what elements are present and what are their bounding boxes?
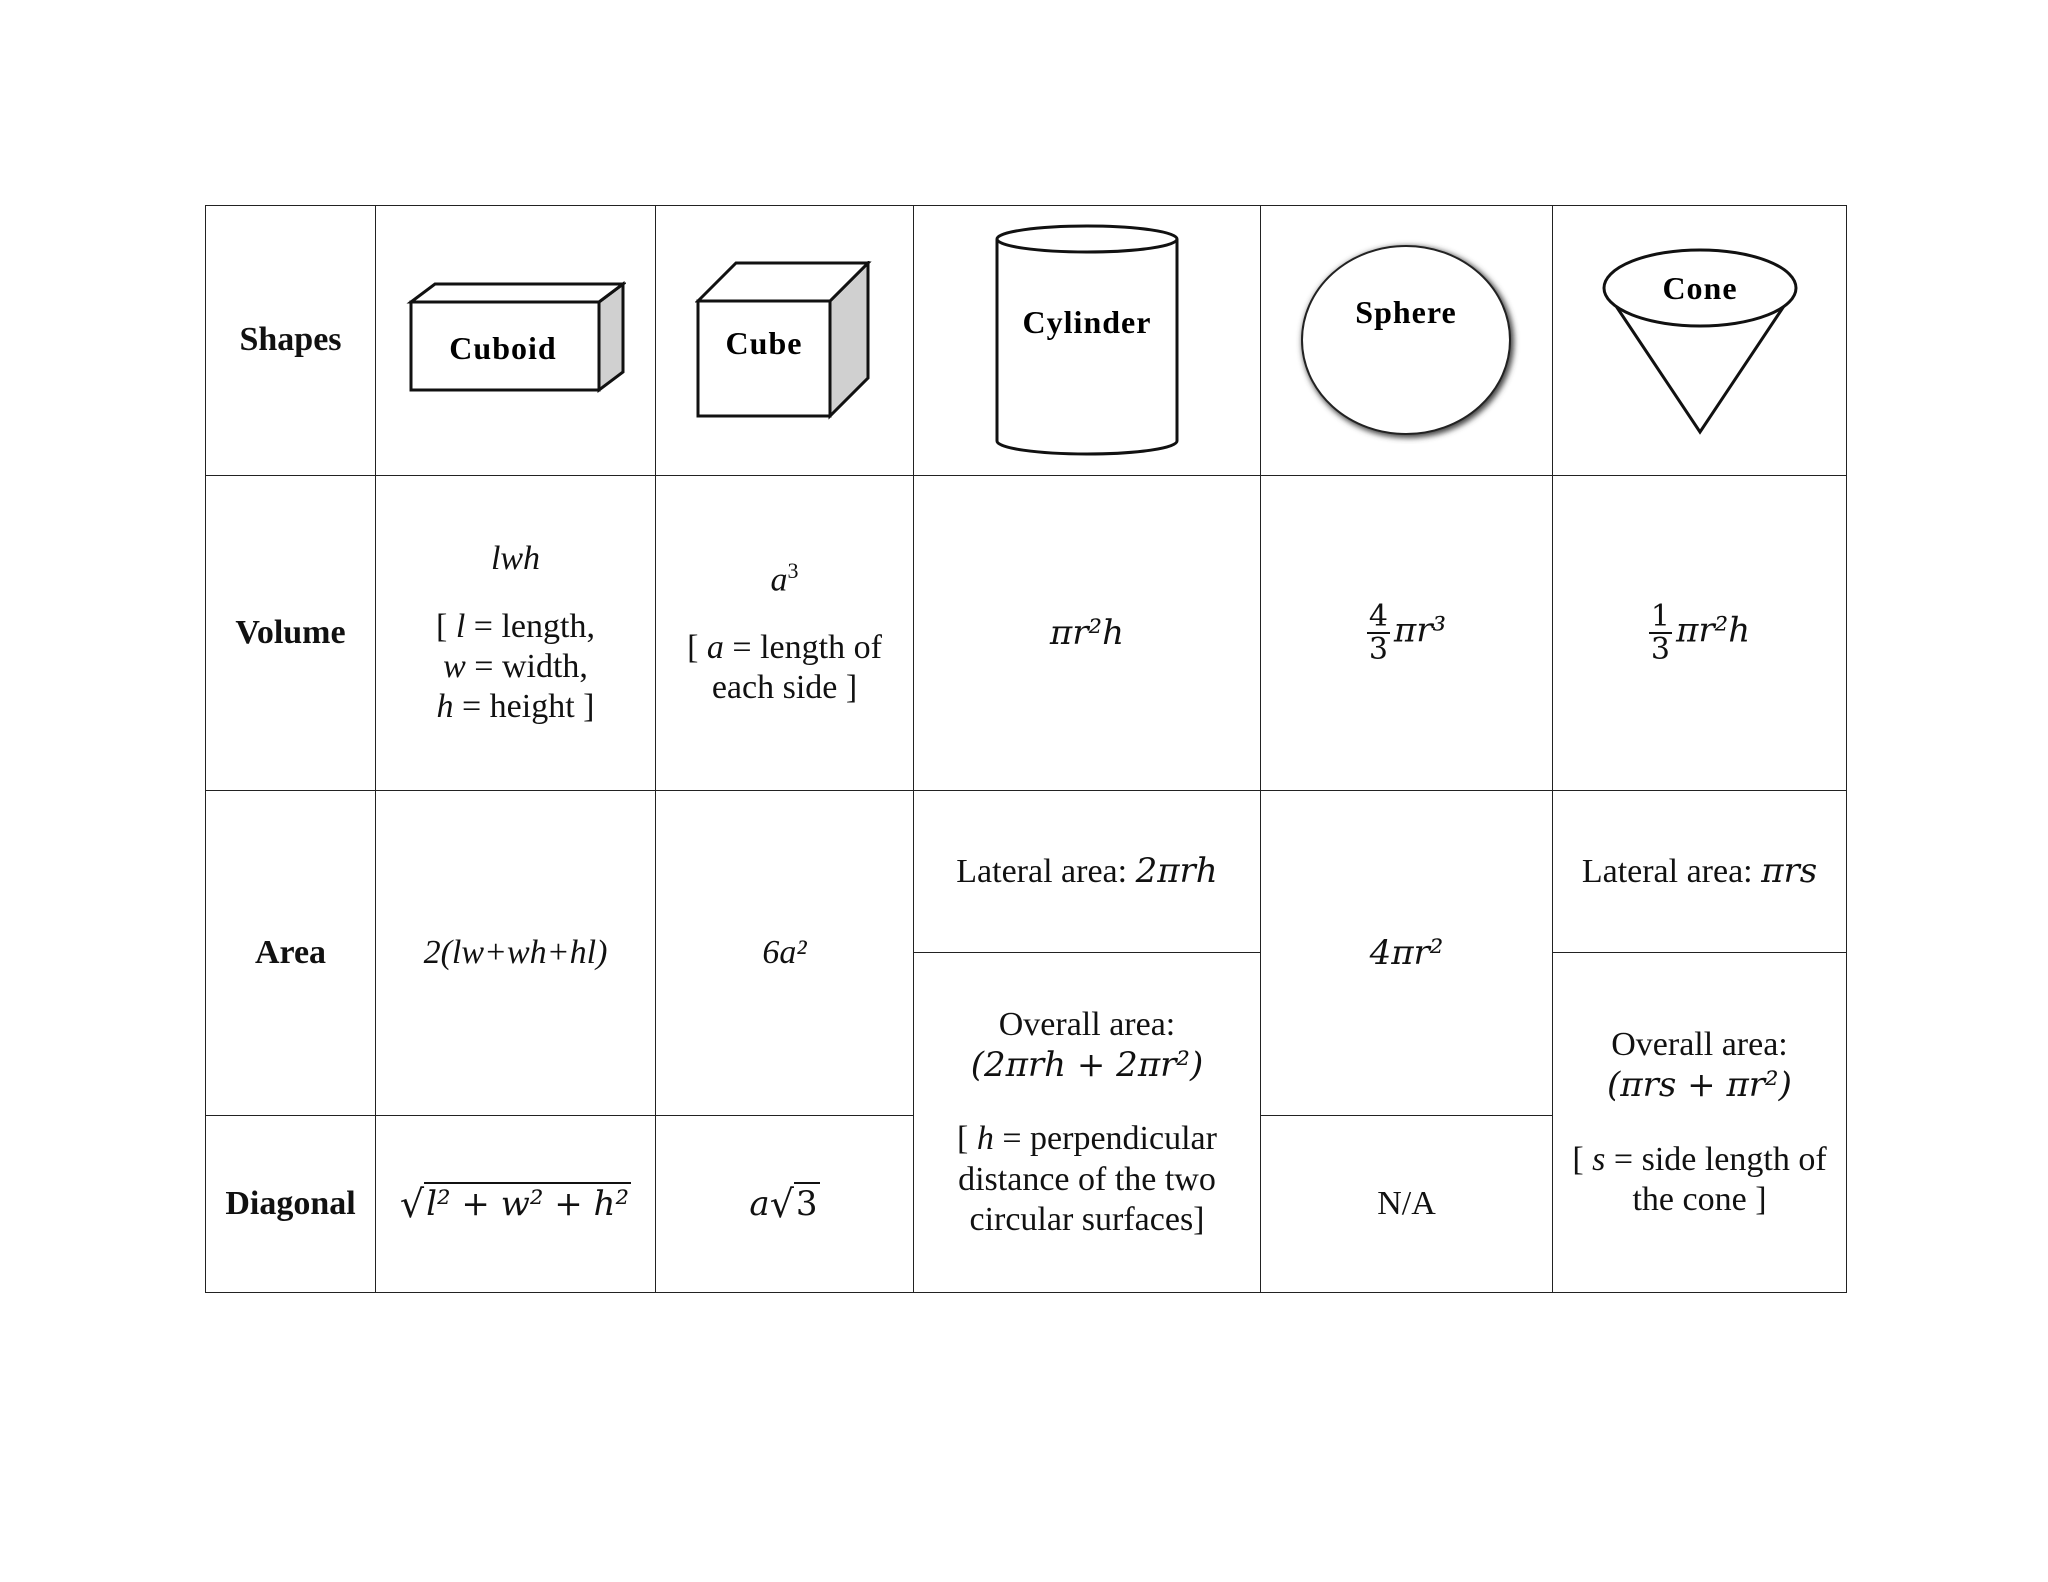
area-cylinder-overall [914,953,1261,1293]
volume-cuboid-note-l: [ l = length, [436,607,595,645]
cone-overall-label: Overall area: [1611,1026,1788,1064]
volume-sphere [1261,476,1553,791]
cuboid-icon [406,276,626,406]
sphere-icon [1292,238,1522,444]
area-cube: 6a² [656,791,914,1116]
volume-sphere-formula: πr³ [1393,609,1447,650]
cone-cell [1553,206,1847,476]
row-head-shapes: Shapes [206,206,376,476]
area-cylinder-lateral: Lateral area: 2πrh [914,791,1261,953]
diagonal-cuboid-sqrt: √l² + w² + h² [399,1181,630,1226]
row-head-area: Area [206,791,376,1116]
cone-label: Cone [1661,269,1738,306]
area-sphere: 4πr² [1261,791,1553,1116]
volume-cone-formula: πr²h [1675,609,1751,650]
volume-row [206,476,1847,791]
sphere-label: Sphere [1354,293,1457,330]
cylinder-icon [992,223,1182,459]
cylinder-overall-note: [ h = perpendicular [957,1120,1217,1158]
volume-cube-formula: $a^3$ [770,557,799,598]
volume-cuboid [376,476,656,791]
area-cone-overall [1553,953,1847,1293]
cylinder-overall-formula: (2πrh + 2πr²) [970,1045,1204,1086]
diagonal-cube: a√3 [656,1116,914,1293]
volume-cylinder: πr²h [914,476,1261,791]
cube-cell [656,206,914,476]
volume-cube [656,476,914,791]
volume-sphere-fraction: $\frac{4}{3}$ [1368,598,1388,667]
cylinder-overall-note-3: circular surfaces] [969,1200,1205,1238]
volume-cuboid-note-h: h = height ] [436,688,595,726]
cylinder-overall-note-2: distance of the two [958,1160,1216,1198]
row-head-diagonal: Diagonal [206,1116,376,1293]
cuboid-cell [376,206,656,476]
volume-cube-note: [ a = length of [687,629,882,667]
diagonal-sphere: N/A [1261,1116,1553,1293]
sphere-cell [1261,206,1553,476]
row-head-volume: Volume [206,476,376,791]
volume-cone-fraction: $\frac{1}{3}$ [1650,598,1670,667]
area-row [206,791,1847,953]
cylinder-label: Cylinder [1022,303,1152,340]
shapes-row [206,206,1847,476]
cone-overall-note-2: the cone ] [1632,1180,1767,1218]
cuboid-label: Cuboid [448,329,557,366]
cylinder-cell [914,206,1261,476]
cone-overall-formula: (πrs + πr²) [1607,1065,1792,1106]
cone-icon [1600,246,1800,436]
volume-cone [1553,476,1847,791]
volume-cuboid-note-w: w = width, [443,648,588,685]
cylinder-overall-label: Overall area: [998,1006,1176,1044]
volume-cube-note-2: each side ] [711,669,858,707]
cone-overall-note: [ s = side length of [1572,1140,1827,1178]
diagonal-cube-sqrt: √3 [769,1181,818,1226]
formula-table [205,205,1847,1293]
area-cuboid: 2(lw+wh+hl) [376,791,656,1116]
area-cone-lateral: Lateral area: πrs [1553,791,1847,953]
cube-label: Cube [725,324,802,361]
diagonal-cuboid [376,1116,656,1293]
cube-icon [695,261,875,421]
volume-cuboid-formula: lwh [490,539,541,577]
